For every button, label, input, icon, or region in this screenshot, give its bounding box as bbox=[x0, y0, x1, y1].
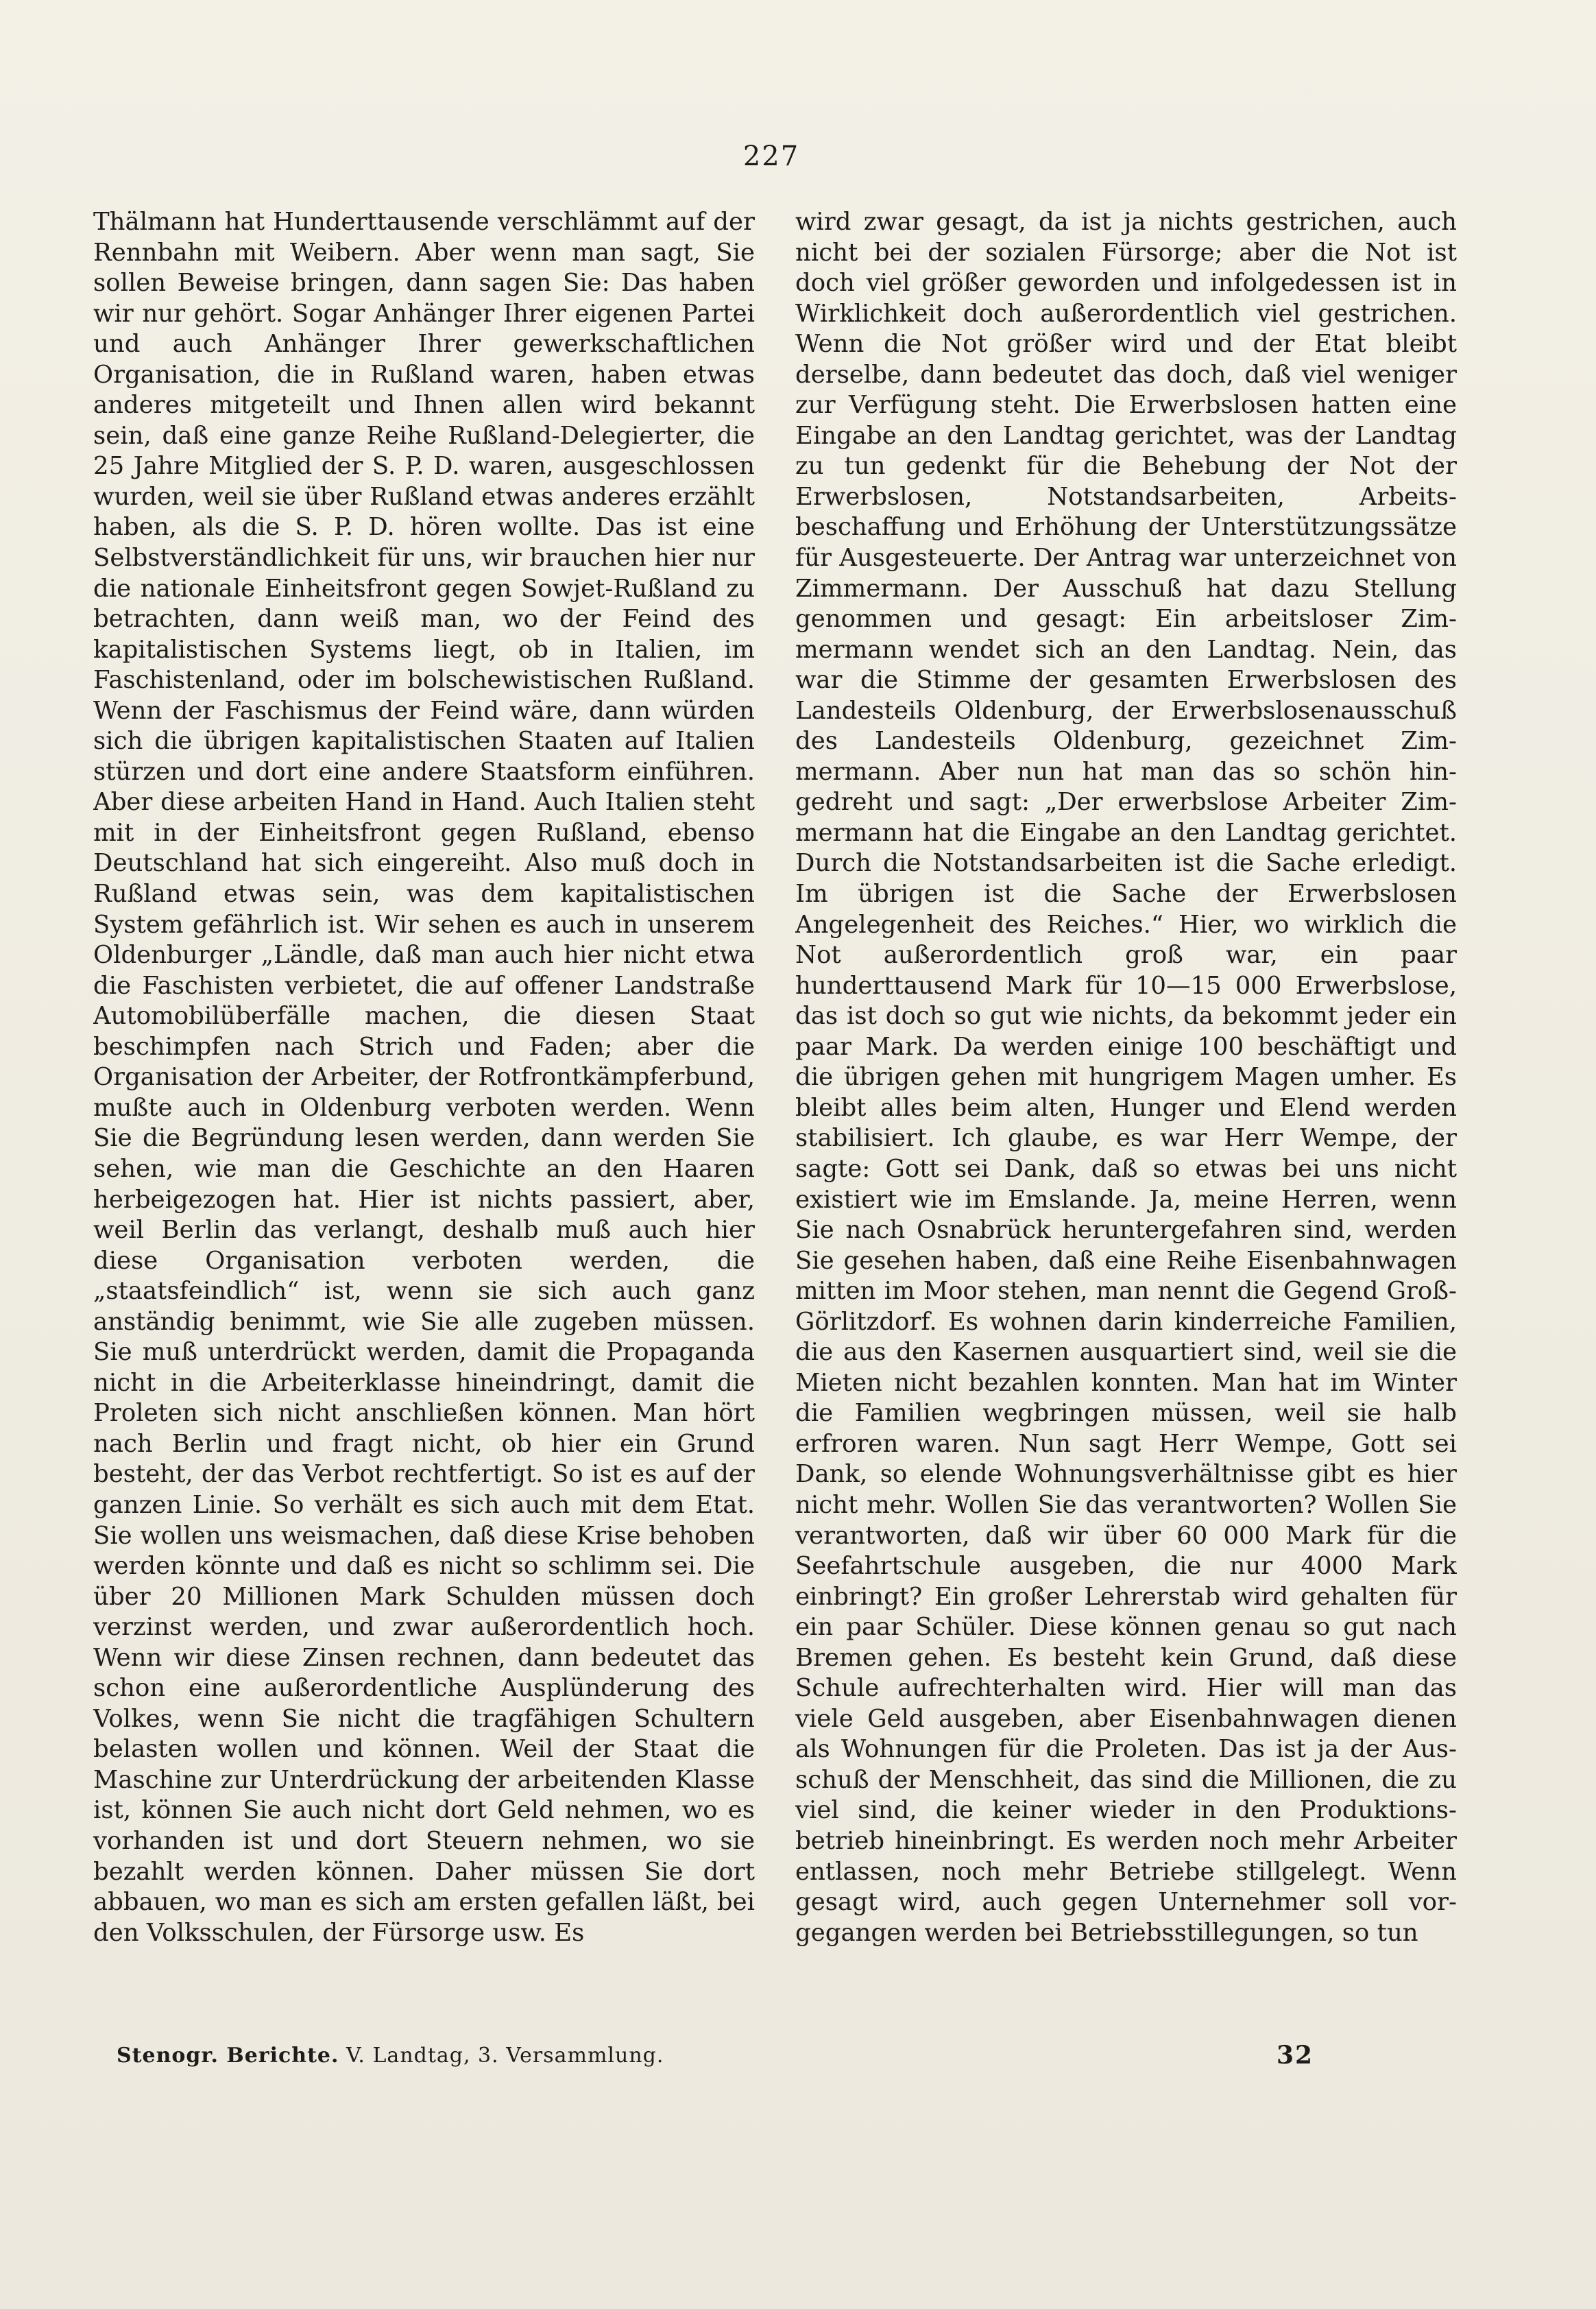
footer-publication-line bbox=[117, 2044, 664, 2068]
page-number: 227 bbox=[742, 141, 800, 172]
footer-sheet-number: 32 bbox=[1277, 2041, 1314, 2070]
left-column bbox=[93, 207, 755, 2031]
left-column-text: Thälmann hat Hunderttausende verschlämmt auf der Rennbahn mit Weibern. Aber wenn man sagt, Sie sollen Beweise bringen, dann sagen Sie: Das haben wir nur gehört. Sogar Anhänger Ihrer eigenen Partei und auch Anhänger Ihrer gewerkschaftlichen Organisation, die in Rußland waren, haben etwas anderes mitgeteilt und Ihnen allen wird bekannt sein, daß eine ganze Reihe Rußland-Delegierter, die 25 Jahre Mitglied der S. P. D. waren, ausgeschlossen wurden, weil sie über Rußland etwas anderes erzählt haben, als die S. P. D. hören wollte. Das ist eine Selbstverständlichkeit für uns, wir brauchen hier nur die nationale Einheitsfront gegen Sowjet-Rußland zu betrachten, dann weiß man, wo der Feind des kapitalistischen Systems liegt, ob in Italien, im Faschistenland, oder im bolschewistischen Rußland. Wenn der Faschismus der Feind wäre, dann würden sich die übrigen kapitalistischen Staaten auf Italien stürzen und dort eine andere Staatsform einführen. Aber diese arbeiten Hand in Hand. Auch Italien steht mit in der Einheitsfront gegen Rußland, ebenso Deutschland hat sich eingereiht. Also muß doch in Rußland etwas sein, was dem kapitalistischen System gefährlich ist. Wir sehen es auch in unserem Oldenburger „Ländle, daß man auch hier nicht etwa die Faschisten verbietet, die auf offener Landstraße Automobilüberfälle machen, die diesen Staat beschimpfen nach Strich und Faden; aber die Organisation der Arbeiter, der Rotfrontkämpferbund, mußte auch in Oldenburg verboten werden. Wenn Sie die Begründung lesen werden, dann werden Sie sehen, wie man die Geschichte an den Haaren herbeigezogen hat. Hier ist nichts passiert, aber, weil Berlin das verlangt, deshalb muß auch hier diese Organisation verboten werden, die „staatsfeindlich“ ist, wenn sie sich auch ganz anständig benimmt, wie Sie alle zugeben müssen. Sie muß unterdrückt werden, damit die Propaganda nicht in die Arbeiterklasse hineindringt, damit die Proleten sich nicht anschließen können. Man hört nach Berlin und fragt nicht, ob hier ein Grund besteht, der das Verbot rechtfertigt. So ist es auf der ganzen Linie. So verhält es sich auch mit dem Etat. Sie wollen uns weismachen, daß diese Krise behoben werden könnte und daß es nicht so schlimm sei. Die über 20 Millionen Mark Schulden müssen doch verzinst werden, und zwar außerordentlich hoch. Wenn wir diese Zinsen rechnen, dann bedeutet das schon eine außerordentliche Ausplünderung des Volkes, wenn Sie nicht die tragfähigen Schultern belasten wollen und können. Weil der Staat die Maschine zur Unterdrückung der arbeitenden Klasse ist, können Sie auch nicht dort Geld nehmen, wo es vorhanden ist und dort Steuern nehmen, wo sie bezahlt werden können. Daher müssen Sie dort abbauen, wo man es sich am ersten gefallen läßt, bei den Volksschulen, der Fürsorge usw. Es bbox=[93, 208, 755, 1947]
right-column bbox=[795, 207, 1457, 2031]
footer-publication: Stenogr. Berichte. bbox=[117, 2044, 339, 2068]
right-column-text: wird zwar gesagt, da ist ja nichts gestrichen, auch nicht bei der sozialen Fürsorge; aber die Not ist doch viel größer geworden und infolgedessen ist in Wirklichkeit doch außerordentlich viel gestrichen. Wenn die Not größer wird und der Etat bleibt derselbe, dann bedeutet das doch, daß viel weniger zur Verfügung steht. Die Erwerbslosen hatten eine Eingabe an den Landtag gerichtet, was der Landtag zu tun gedenkt für die Behebung der Not der Erwerbslosen, Notstandsarbeiten, Arbeitsbeschaffung und Erhöhung der Unterstützungssätze für Ausgesteuerte. Der Antrag war unterzeichnet von Zimmermann. Der Ausschuß hat dazu Stellung genommen und gesagt: Ein arbeitsloser Zimmermann wendet sich an den Landtag. Nein, das war die Stimme der gesamten Erwerbslosen des Landesteils Oldenburg, der Erwerbslosenausschuß des Landesteils Oldenburg, gezeichnet Zimmermann. Aber nun hat man das so schön hingedreht und sagt: „Der erwerbslose Arbeiter Zimmermann hat die Eingabe an den Landtag gerichtet. Durch die Notstandsarbeiten ist die Sache erledigt. Im übrigen ist die Sache der Erwerbslosen Angelegenheit des Reiches.“ Hier, wo wirklich die Not außerordentlich groß war, ein paar hunderttausend Mark für 10—15 000 Erwerbslose, das ist doch so gut wie nichts, da bekommt jeder ein paar Mark. Da werden einige 100 beschäftigt und die übrigen gehen mit hungrigem Magen umher. Es bleibt alles beim alten, Hunger und Elend werden stabilisiert. Ich glaube, es war Herr Wempe, der sagte: Gott sei Dank, daß so etwas bei uns nicht existiert wie im Emslande. Ja, meine Herren, wenn Sie nach Osnabrück heruntergefahren sind, werden Sie gesehen haben, daß eine Reihe Eisenbahnwagen mitten im Moor stehen, man nennt die Gegend Groß-Görlitzdorf. Es wohnen darin kinderreiche Familien, die aus den Kasernen ausquartiert sind, weil sie die Mieten nicht bezahlen konnten. Man hat im Winter die Familien wegbringen müssen, weil sie halb erfroren waren. Nun sagt Herr Wempe, Gott sei Dank, so elende Wohnungsverhältnisse gibt es hier nicht mehr. Wollen Sie das verantworten? Wollen Sie verantworten, daß wir über 60 000 Mark für die Seefahrtschule ausgeben, die nur 4000 Mark einbringt? Ein großer Lehrerstab wird gehalten für ein paar Schüler. Diese können genau so gut nach Bremen gehen. Es besteht kein Grund, daß diese Schule aufrechterhalten wird. Hier will man das viele Geld ausgeben, aber Eisenbahnwagen dienen als Wohnungen für die Proleten. Das ist ja der Ausschuß der Menschheit, das sind die Millionen, die zu viel sind, die keiner wieder in den Produktionsbetrieb hineinbringt. Es werden noch mehr Arbeiter entlassen, noch mehr Betriebe stillgelegt. Wenn gesagt wird, auch gegen Unternehmer soll vorgegangen werden bei Betriebsstillegungen, so tun bbox=[795, 208, 1457, 1947]
footer-session: V. Landtag, 3. Versammlung. bbox=[346, 2044, 664, 2068]
